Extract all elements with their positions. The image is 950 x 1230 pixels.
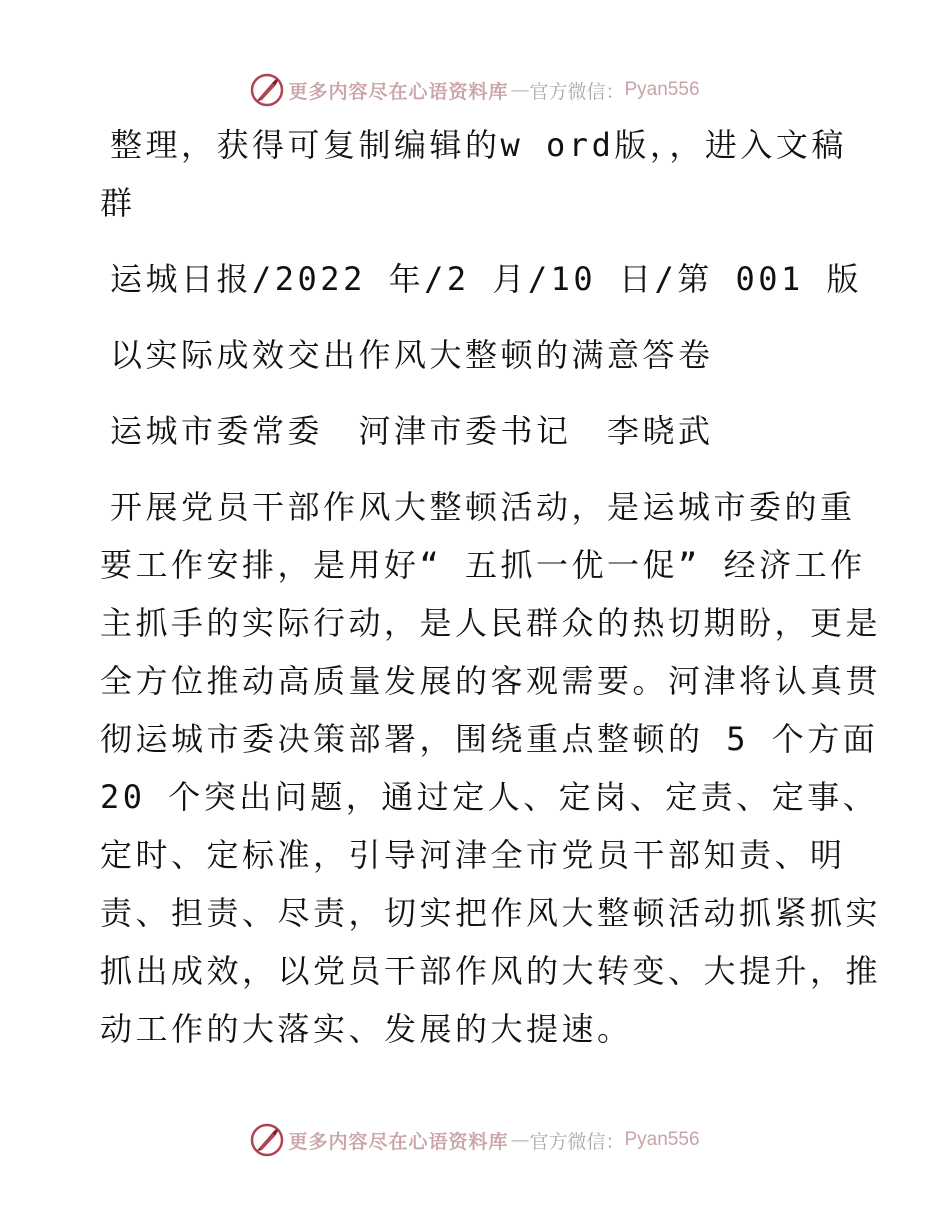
body-line: 动工作的大落实、发展的大提速。 — [100, 1010, 633, 1048]
document-body — [100, 116, 882, 1058]
body-line: 定时、定标准，引导河津全市党员干部知责、明 — [100, 836, 846, 874]
banner-text: 更多内容尽在心语资料库 — [288, 1130, 509, 1153]
body-line: 责、担责、尽责，切实把作风大整顿活动抓紧抓实 — [100, 894, 882, 932]
source-line: 运城日报/2022 年/2 月/10 日/第 001 版 — [110, 260, 863, 298]
banner-wechat-label: 官方微信： — [529, 1130, 625, 1153]
banner-text: 更多内容尽在心语资料库 — [288, 80, 509, 103]
banner-separator: — — [510, 79, 530, 101]
body-line: 抓出成效，以党员干部作风的大转变、大提升，推 — [100, 952, 882, 990]
banner-wechat-id: Pyan556 — [624, 79, 700, 100]
banner-separator: — — [510, 1129, 530, 1151]
intro-line-2: 群 — [100, 184, 136, 222]
pen-logo-icon — [250, 73, 284, 107]
body-line: 彻运城市委决策部署，围绕重点整顿的 5 个方面 — [100, 720, 879, 758]
intro-line-1: 整理，获得可复制编辑的w ord版，，进入文稿 — [110, 126, 847, 164]
body-line: 要工作安排，是用好“ 五抓一优一促” 经济工作 — [100, 546, 866, 584]
banner-wechat-label: 官方微信： — [529, 80, 625, 103]
body-line: 开展党员干部作风大整顿活动，是运城市委的重 — [110, 488, 856, 526]
footer-watermark-banner — [0, 1120, 950, 1160]
body-line: 全方位推动高质量发展的客观需要。河津将认真贯 — [100, 662, 882, 700]
banner-wechat-id: Pyan556 — [624, 1129, 700, 1150]
pen-logo-icon — [250, 1123, 284, 1157]
author-line: 运城市委常委 河津市委书记 李晓武 — [110, 412, 714, 450]
body-line: 主抓手的实际行动，是人民群众的热切期盼，更是 — [100, 604, 882, 642]
article-title: 以实际成效交出作风大整顿的满意答卷 — [110, 336, 714, 374]
body-line: 20 个突出问题，通过定人、定岗、定责、定事、 — [100, 778, 879, 816]
header-watermark-banner — [0, 70, 950, 110]
